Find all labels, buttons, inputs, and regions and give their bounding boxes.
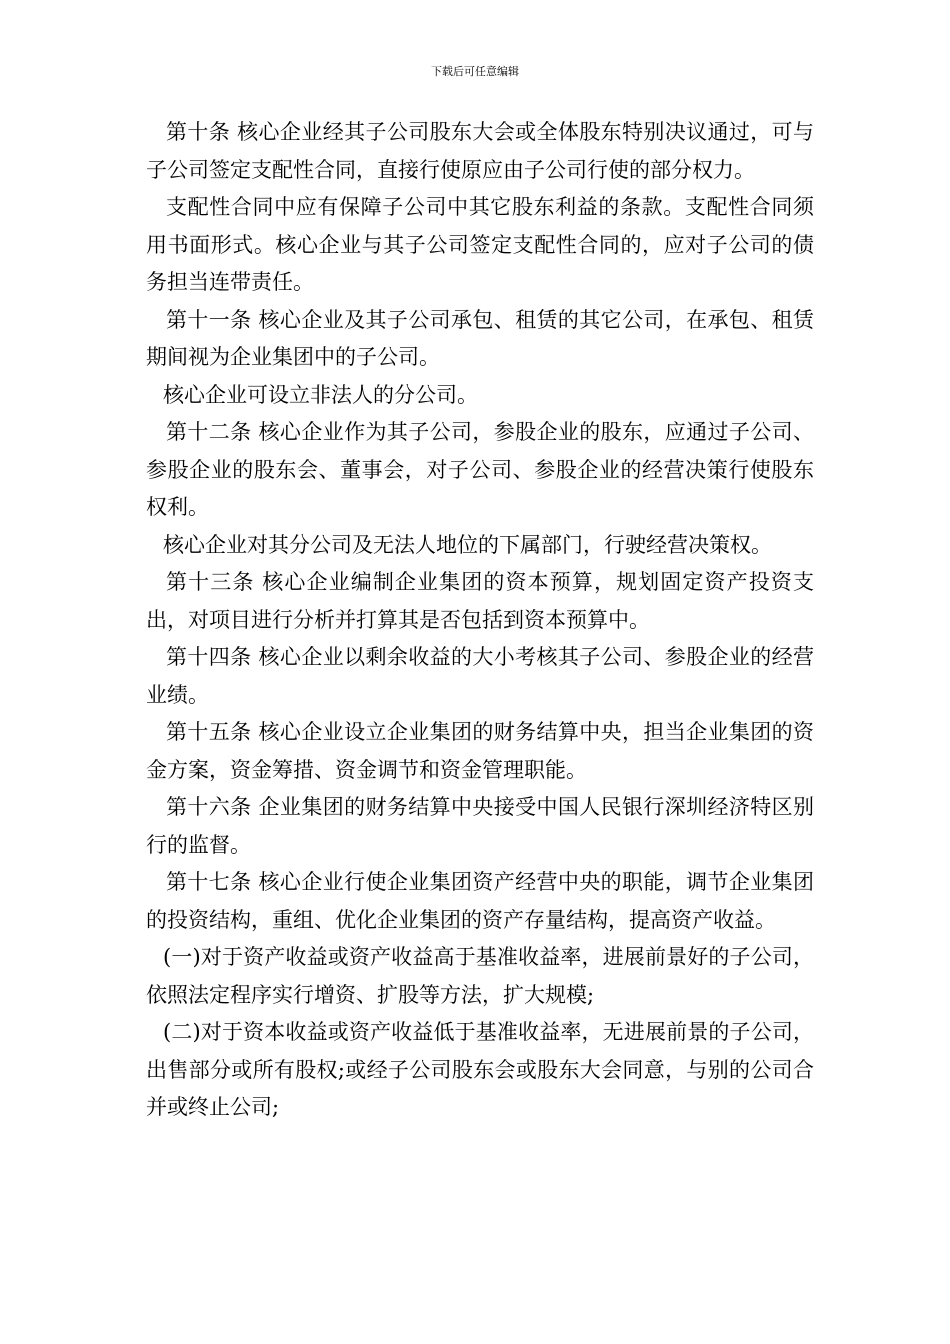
paragraph-article-15: 第十五条 核心企业设立企业集团的财务结算中央，担当企业集团的资金方案，资金筹措、资金调节和资金管理职能。	[146, 720, 814, 782]
paragraph-branch-office: 核心企业可设立非法人的分公司。	[163, 382, 478, 407]
paragraph-control-contract: 支配性合同中应有保障子公司中其它股东利益的条款。支配性合同须用书面形式。核心企业与其子公司签定支配性合同的，应对子公司的债务担当连带责任。	[146, 195, 814, 294]
page-header: 下载后可任意编辑	[431, 65, 519, 78]
paragraph-item-1: (一)对于资产收益或资产收益高于基准收益率，进展前景好的子公司，依照法定程序实行增资、扩股等方法，扩大规模;	[146, 945, 814, 1007]
paragraph-article-17: 第十七条 核心企业行使企业集团资产经营中央的职能，调节企业集团的投资结构，重组、优化企业集团的资产存量结构，提高资产收益。	[146, 870, 814, 932]
paragraph-article-13: 第十三条 核心企业编制企业集团的资本预算，规划固定资产投资支出，对项目进行分析并打算其是否包括到资本预算中。	[146, 570, 814, 632]
paragraph-article-12: 第十二条 核心企业作为其子公司，参股企业的股东，应通过子公司、参股企业的股东会、董事会，对子公司、参股企业的经营决策行使股东权利。	[146, 420, 814, 519]
paragraph-article-14: 第十四条 核心企业以剩余收益的大小考核其子公司、参股企业的经营业绩。	[146, 645, 814, 707]
paragraph-article-11: 第十一条 核心企业及其子公司承包、租赁的其它公司，在承包、租赁期间视为企业集团中的子公司。	[146, 307, 814, 369]
paragraph-article-16: 第十六条 企业集团的财务结算中央接受中国人民银行深圳经济特区别行的监督。	[146, 795, 814, 857]
document-body	[146, 114, 814, 1127]
paragraph-item-2: (二)对于资本收益或资产收益低于基准收益率，无进展前景的子公司，出售部分或所有股权;或经子公司股东会或股东大会同意，与别的公司合并或终止公司;	[146, 1020, 814, 1119]
paragraph-decision-right: 核心企业对其分公司及无法人地位的下属部门，行驶经营决策权。	[163, 532, 772, 557]
paragraph-article-10: 第十条 核心企业经其子公司股东大会或全体股东特别决议通过，可与子公司签定支配性合同，直接行使原应由子公司行使的部分权力。	[146, 120, 814, 182]
